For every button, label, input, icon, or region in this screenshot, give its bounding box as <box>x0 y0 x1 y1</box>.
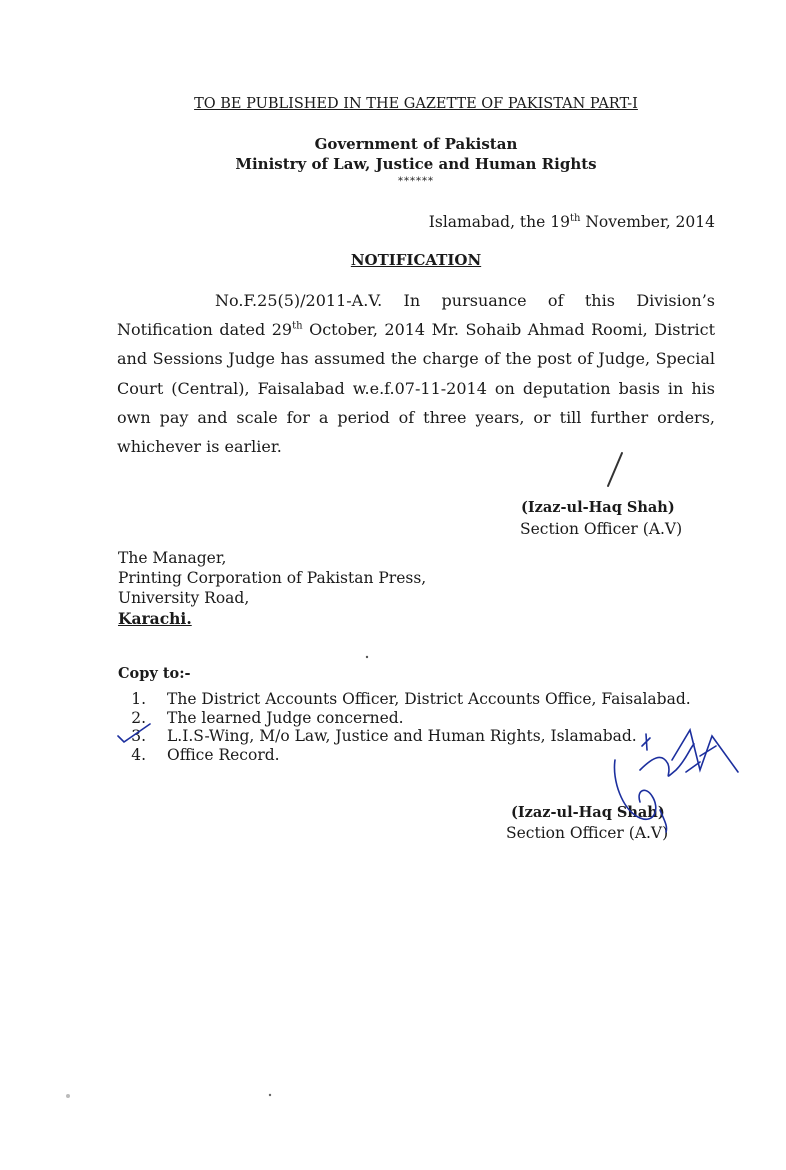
copy-item-text: L.I.S-Wing, M/o Law, Justice and Human Rights, Islamabad. <box>167 727 637 745</box>
notification-paragraph <box>117 286 715 461</box>
separator-stars: ****** <box>398 176 434 187</box>
copy-item-number: 4. <box>131 746 146 764</box>
copy-item-number: 3. <box>131 727 146 745</box>
paragraph-part-2: October, 2014 Mr. Sohaib Ahmad Roomi, District and Sessions Judge has assumed the charge of the post of Judge, Special Court (Central), Faisalabad w.e.f.07-11-2014 on deputation basis in his own pay and scale for a period of three years, or till further orders, whichever is earlier. <box>117 320 715 457</box>
signatory-name: (Izaz-ul-Haq Shah) <box>521 499 675 516</box>
signatory-designation: Section Officer (A.V) <box>520 520 683 538</box>
date-line <box>429 213 715 231</box>
copy-to-heading: Copy to:- <box>118 665 191 682</box>
signatory-name-bottom: (Izaz-ul-Haq Shah) <box>511 804 665 821</box>
date-ordinal-suffix: th <box>569 213 581 224</box>
paragraph-part-1: No.F.25(5)/2011-A.V. In pursuance of this Division’s Notification dated 29 <box>117 291 715 340</box>
copy-item-number: 2. <box>131 709 146 727</box>
addressee-line-1: The Manager, <box>118 549 227 567</box>
copy-item-text: The learned Judge concerned. <box>167 709 404 727</box>
signatory-designation-bottom: Section Officer (A.V) <box>506 824 669 842</box>
addressee-city: Karachi. <box>118 609 192 628</box>
date-rest: November, 2014 <box>580 213 715 232</box>
stray-dot <box>269 1094 271 1096</box>
ministry-heading: Ministry of Law, Justice and Human Rights <box>235 155 597 173</box>
government-heading: Government of Pakistan <box>314 135 518 153</box>
date-prefix: Islamabad, the 19 <box>428 213 570 232</box>
addressee-line-2: Printing Corporation of Pakistan Press, <box>118 569 427 587</box>
copy-item-number: 1. <box>131 690 146 708</box>
addressee-line-3: University Road, <box>118 589 250 607</box>
notification-title: NOTIFICATION <box>350 251 482 269</box>
copy-item-text: The District Accounts Officer, District Accounts Office, Faisalabad. <box>167 690 691 708</box>
copy-item-text: Office Record. <box>167 746 280 764</box>
paragraph-ordinal-suffix: th <box>292 320 303 332</box>
stray-dot <box>66 1094 70 1098</box>
gazette-publication-line: TO BE PUBLISHED IN THE GAZETTE OF PAKISTAN PART-I <box>194 96 638 112</box>
stray-dot <box>366 656 368 658</box>
